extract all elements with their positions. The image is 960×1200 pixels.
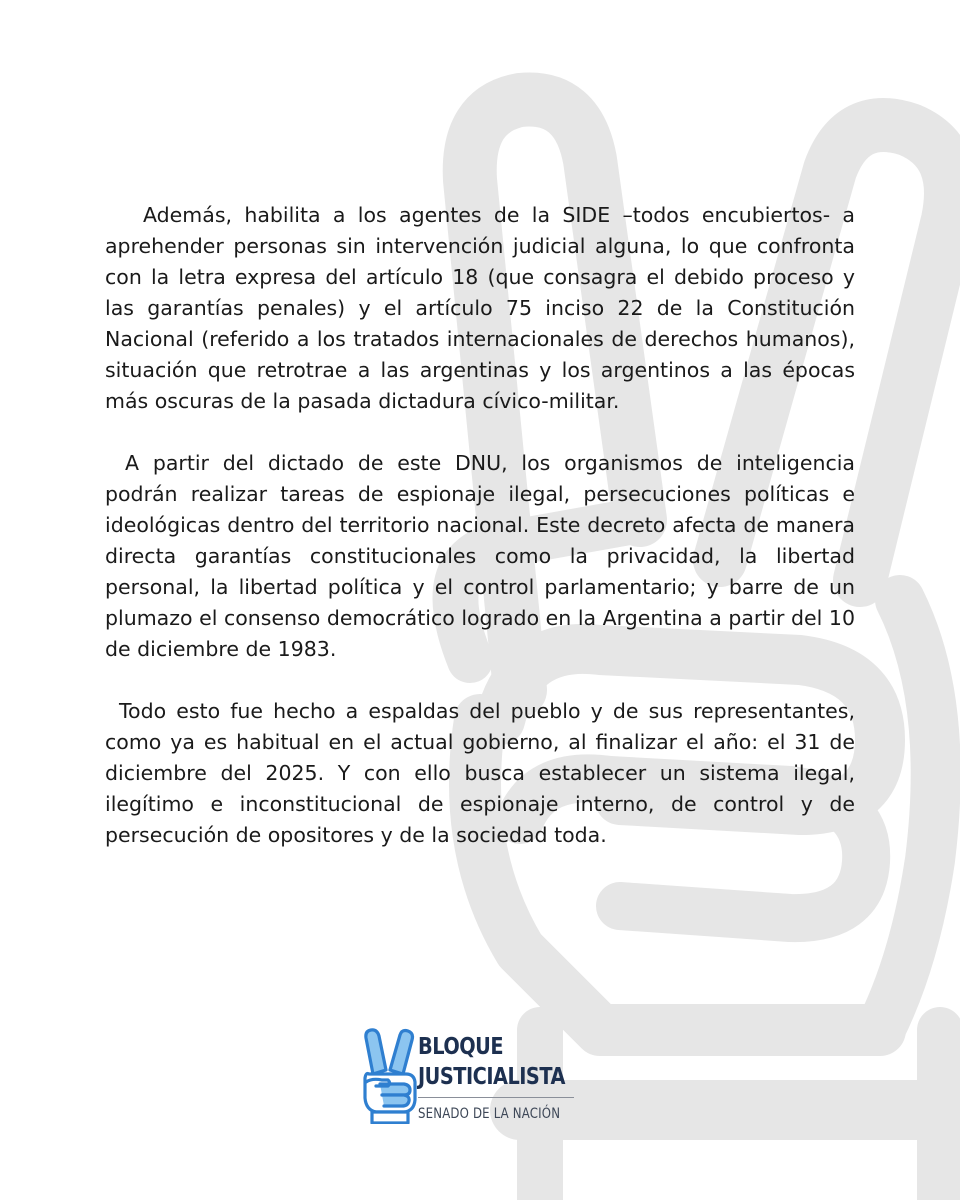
logo-subtitle: SENADO DE LA NACIÓN	[418, 1106, 561, 1122]
bloque-justicialista-logo	[360, 1028, 600, 1138]
logo-title-line1: BLOQUE	[418, 1034, 504, 1060]
paragraph-2: A partir del dictado de este DNU, los organismos de inteligencia podrán realizar tareas de espionaje ilegal, persecuciones políticas e ideológicas dentro del territorio nacional. Este decreto afecta de manera directa garantías constitucionales como la privacidad, la libertad personal, la libertad política y el control parlamentario; y barre de un plumazo el consenso democrático logrado en la Argentina a partir del 10 de diciembre de 1983.	[105, 451, 855, 661]
paragraph-1: Además, habilita a los agentes de la SIDE –todos encubiertos- a aprehender personas sin intervención judicial alguna, lo que confronta con la letra expresa del artículo 18 (que consagra el debido proceso y las garantías penales) y el artículo 75 inciso 22 de la Constitución Nacional (referido a los tratados internacionales de derechos humanos), situación que retrotrae a las argentinas y los argentinos a las épocas más oscuras de la pasada dictadura cívico-militar.	[105, 203, 855, 413]
peace-hand-icon	[360, 1028, 418, 1124]
logo-title	[418, 1032, 565, 1092]
logo-title-line2: JUSTICIALISTA	[418, 1064, 565, 1090]
statement-body	[105, 200, 855, 882]
logo-divider	[418, 1097, 574, 1098]
paragraph-3: Todo esto fue hecho a espaldas del pueblo y de sus representantes, como ya es habitual en el actual gobierno, al finalizar el año: el 31 de diciembre del 2025. Y con ello busca establecer un sistema ilegal, ilegítimo e inconstitucional de espionaje interno, de control y de persecución de opositores y de la sociedad toda.	[105, 699, 855, 847]
